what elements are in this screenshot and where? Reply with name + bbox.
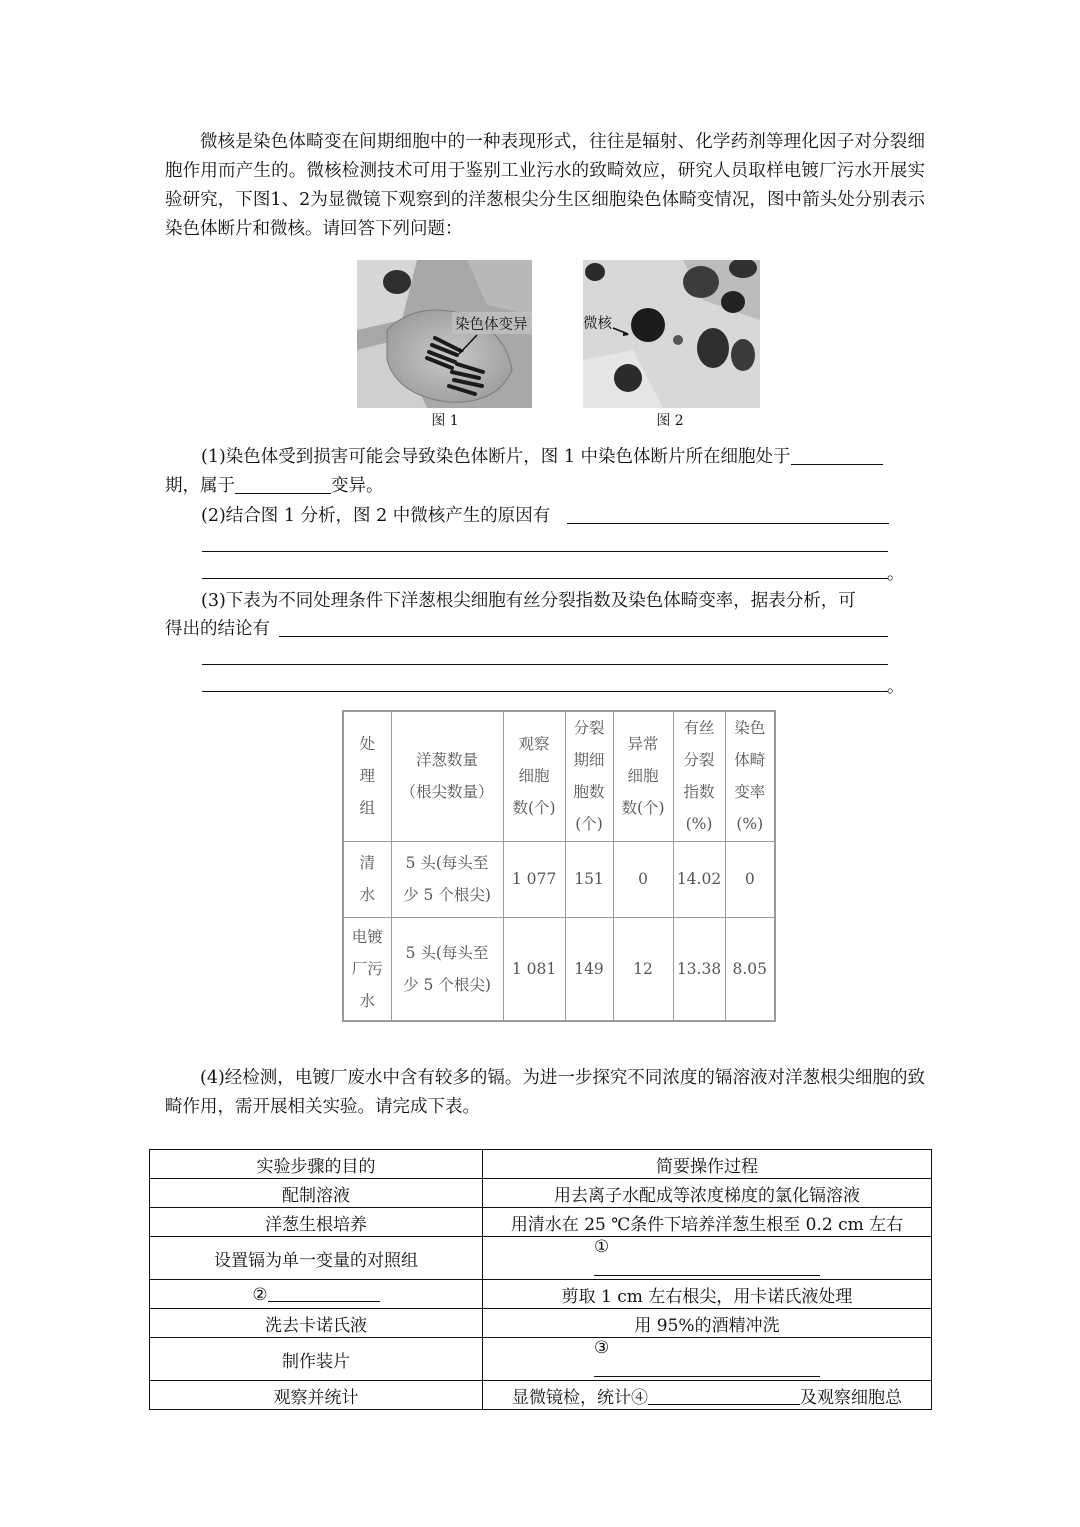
cell-group: 电镀 厂污 水 (343, 917, 391, 1021)
answer-line[interactable] (202, 578, 888, 579)
header-mitotic-index: 有丝 分裂 指数 (%) (673, 711, 725, 841)
table-row (150, 1309, 932, 1338)
answer-line[interactable] (202, 664, 888, 665)
answer-blank-3[interactable] (594, 1358, 820, 1377)
header-operation: 简要操作过程 (483, 1150, 932, 1179)
question-1-text-a: (1)染色体受到损害可能会导致染色体断片，图 1 中染色体断片所在细胞处于 (201, 447, 791, 467)
cell-abnormal: 0 (613, 841, 673, 917)
intro-paragraph: 微核是染色体畸变在间期细胞中的一种表现形式，往往是辐射、化学药剂等理化因子对分裂细胞作用而产生的。微核检测技术可用于鉴别工业污水的致畸效应，研究人员取样电镀厂污水开展实验研究，下图1、2为显微镜下观察到的洋葱根尖分生区细胞染色体畸变情况，图中箭头处分别表示染色体断片和微核。请回答下列问题： (165, 132, 925, 239)
header-aberration-rate: 染色 体畸 变率 (%) (725, 711, 775, 841)
cell-observed: 1 077 (503, 841, 565, 917)
step-operation (483, 1381, 932, 1410)
data-table (342, 710, 776, 1022)
cell-index: 14.02 (673, 841, 725, 917)
data-table-header-row (343, 711, 775, 841)
table-row (150, 1338, 932, 1381)
cell-index: 13.38 (673, 917, 725, 1021)
question-2-text: (2)结合图 1 分析，图 2 中微核产生的原因有 (201, 506, 551, 526)
header-dividing-cells: 分裂 期细 胞数 (个) (565, 711, 613, 841)
step-purpose: 制作装片 (150, 1338, 483, 1381)
table-row (150, 1381, 932, 1410)
cell-dividing: 149 (565, 917, 613, 1021)
header-group: 处 理 组 (343, 711, 391, 841)
question-1-text-b: 期，属于 (165, 476, 235, 496)
question-1-line-1 (201, 443, 883, 472)
question-3-line-1: (3)下表为不同处理条件下洋葱根尖细胞有丝分裂指数及染色体畸变率，据表分析，可 (201, 591, 856, 611)
cell-observed: 1 081 (503, 917, 565, 1021)
step-operation: 用去离子水配成等浓度梯度的氯化镉溶液 (483, 1179, 932, 1208)
figure-1-micrograph (357, 260, 532, 408)
table-row (150, 1280, 932, 1309)
table-row (150, 1237, 932, 1280)
cell-group: 清 水 (343, 841, 391, 917)
cell-rate: 8.05 (725, 917, 775, 1021)
table-row (343, 917, 775, 1021)
step-operation (483, 1237, 932, 1280)
answer-line[interactable] (279, 636, 888, 637)
table-row (343, 841, 775, 917)
step-purpose: 配制溶液 (150, 1179, 483, 1208)
chromosome-cell-image (357, 260, 532, 408)
cell-dividing: 151 (565, 841, 613, 917)
step-purpose: 观察并统计 (150, 1381, 483, 1410)
figure-1-label: 染色体变异 (455, 317, 528, 333)
blank-marker-3: ③ (594, 1338, 610, 1358)
step-purpose (150, 1280, 483, 1309)
cell-count: 5 头(每头至 少 5 个根尖) (391, 841, 503, 917)
figure-2-label: 微核 (583, 316, 612, 332)
operation-text-b: 及观察细胞总 (800, 1387, 902, 1408)
blank-marker-2: ② (252, 1285, 268, 1305)
answer-blank-phase[interactable] (791, 444, 883, 465)
experiment-table (149, 1149, 932, 1410)
question-3-line-2: 得出的结论有 (165, 619, 270, 639)
question-1-text-c: 变异。 (331, 476, 384, 496)
figure-2-micrograph (583, 260, 760, 408)
figure-1-caption: 图 1 (431, 413, 459, 429)
operation-text-a: 显微镜检，统计④ (512, 1387, 648, 1408)
blank-marker-1: ① (594, 1237, 610, 1257)
answer-line[interactable] (202, 691, 888, 692)
step-operation (483, 1338, 932, 1381)
answer-blank-2[interactable] (268, 1283, 380, 1302)
step-purpose: 洋葱生根培养 (150, 1208, 483, 1237)
question-1-line-2 (165, 472, 384, 501)
question-4-text: (4)经检测，电镀厂废水中含有较多的镉。为进一步探究不同浓度的镉溶液对洋葱根尖细胞的致畸作用，需开展相关实验。请完成下表。 (165, 1068, 925, 1117)
header-purpose: 实验步骤的目的 (150, 1150, 483, 1179)
end-mark: 。 (887, 677, 905, 697)
header-observed-cells: 观察 细胞 数(个) (503, 711, 565, 841)
cell-abnormal: 12 (613, 917, 673, 1021)
table-row (150, 1179, 932, 1208)
step-operation: 用清水在 25 ℃条件下培养洋葱生根至 0.2 cm 左右 (483, 1208, 932, 1237)
step-operation: 剪取 1 cm 左右根尖，用卡诺氏液处理 (483, 1280, 932, 1309)
experiment-header-row (150, 1150, 932, 1179)
answer-blank-4[interactable] (648, 1386, 800, 1405)
header-onion-count: 洋葱数量 （根尖数量） (391, 711, 503, 841)
table-row (150, 1208, 932, 1237)
answer-blank-variation[interactable] (235, 473, 331, 494)
step-purpose: 洗去卡诺氏液 (150, 1309, 483, 1338)
end-mark: 。 (887, 564, 905, 584)
step-purpose: 设置镉为单一变量的对照组 (150, 1237, 483, 1280)
header-abnormal-cells: 异常 细胞 数(个) (613, 711, 673, 841)
step-operation: 用 95%的酒精冲洗 (483, 1309, 932, 1338)
micronucleus-cell-image (583, 260, 760, 408)
answer-line[interactable] (567, 523, 889, 524)
figure-2-caption: 图 2 (656, 413, 684, 429)
answer-line[interactable] (202, 551, 888, 552)
cell-count: 5 头(每头至 少 5 个根尖) (391, 917, 503, 1021)
cell-rate: 0 (725, 841, 775, 917)
answer-blank-1[interactable] (594, 1257, 820, 1276)
